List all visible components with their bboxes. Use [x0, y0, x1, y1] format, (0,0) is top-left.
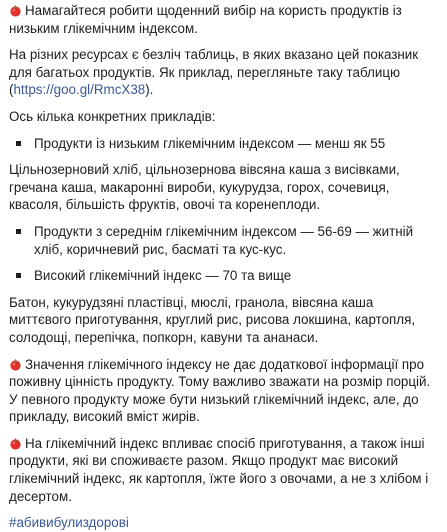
tomato-icon: [9, 437, 22, 450]
medium-gi-label: Продукти з середнім глікемічним індексом — 56-69 — житній хліб, коричневий рис, басматі та кус-кус.: [34, 223, 414, 257]
paragraph-low-gi-foods: Цільнозерновий хліб, цільнозернова вівсяна каша з висівками, гречана каша, макаронні вироби, кукурудза, горох, сочевиця, квасоля, більшість фруктів, овочі та коренеплоди.: [9, 162, 400, 213]
table-link[interactable]: https://goo.gl/RmcX38: [13, 82, 146, 98]
list-item-high-gi: [9, 267, 439, 285]
low-gi-label: Продукти із низьким глікемічним індексом — менш як 55: [34, 135, 386, 151]
list-item-medium-gi: [9, 223, 439, 258]
square-bullet-icon: [16, 229, 21, 234]
square-bullet-icon: [16, 141, 21, 146]
tables-text-end: ).: [145, 82, 154, 98]
paragraph-cooking: [9, 435, 439, 505]
high-gi-label: Високий глікемічний індекс — 70 та вище: [34, 268, 292, 284]
paragraph-hashtag: [9, 514, 439, 532]
list-item-low-gi: [9, 135, 439, 153]
intro-text: Намагайтеся робити щоденний вибір на користь продуктів із низьким глікемічним індексом.: [9, 3, 402, 36]
tomato-icon: [9, 4, 22, 17]
tomato-icon: [9, 358, 22, 371]
paragraph-examples-heading: Ось кілька конкретних прикладів:: [9, 108, 216, 124]
square-bullet-icon: [16, 273, 21, 278]
paragraph-intro: [9, 2, 439, 37]
tables-text: На різних ресурсах є безліч таблиць, в яких вказано цей показник для багатьох продуктів. Як приклад, перегляньте таку таблицю (: [9, 47, 419, 98]
paragraph-tables: [9, 46, 439, 99]
paragraph-high-gi-foods: Батон, кукурудзяні пластівці, мюслі, гранола, вівсяна каша миттєвого приготування, круглий рис, рисова локшина, картопля, солодощі, перепічка, попкорн, кавуни та ананаси.: [9, 294, 416, 345]
cooking-text: На глікемічний індекс впливає спосіб приготування, а також інші продукти, які ви споживаєте разом. Якщо продукт має високий глікемічний індекс, як картопля, їжте його з овочами, а не з хлібом і десертом.: [9, 435, 429, 504]
nutrition-text: Значення глікемічного індексу не дає додаткової інформації про поживну цінність продукту. Тому важливо зважати на розмір порцій. У певного продукту може бути низький глікемічний індекс, але, до прикладу, високий вміст жирів.: [9, 356, 431, 425]
hashtag-link[interactable]: #абивибулиздорові: [9, 515, 129, 531]
paragraph-nutrition: [9, 356, 439, 426]
